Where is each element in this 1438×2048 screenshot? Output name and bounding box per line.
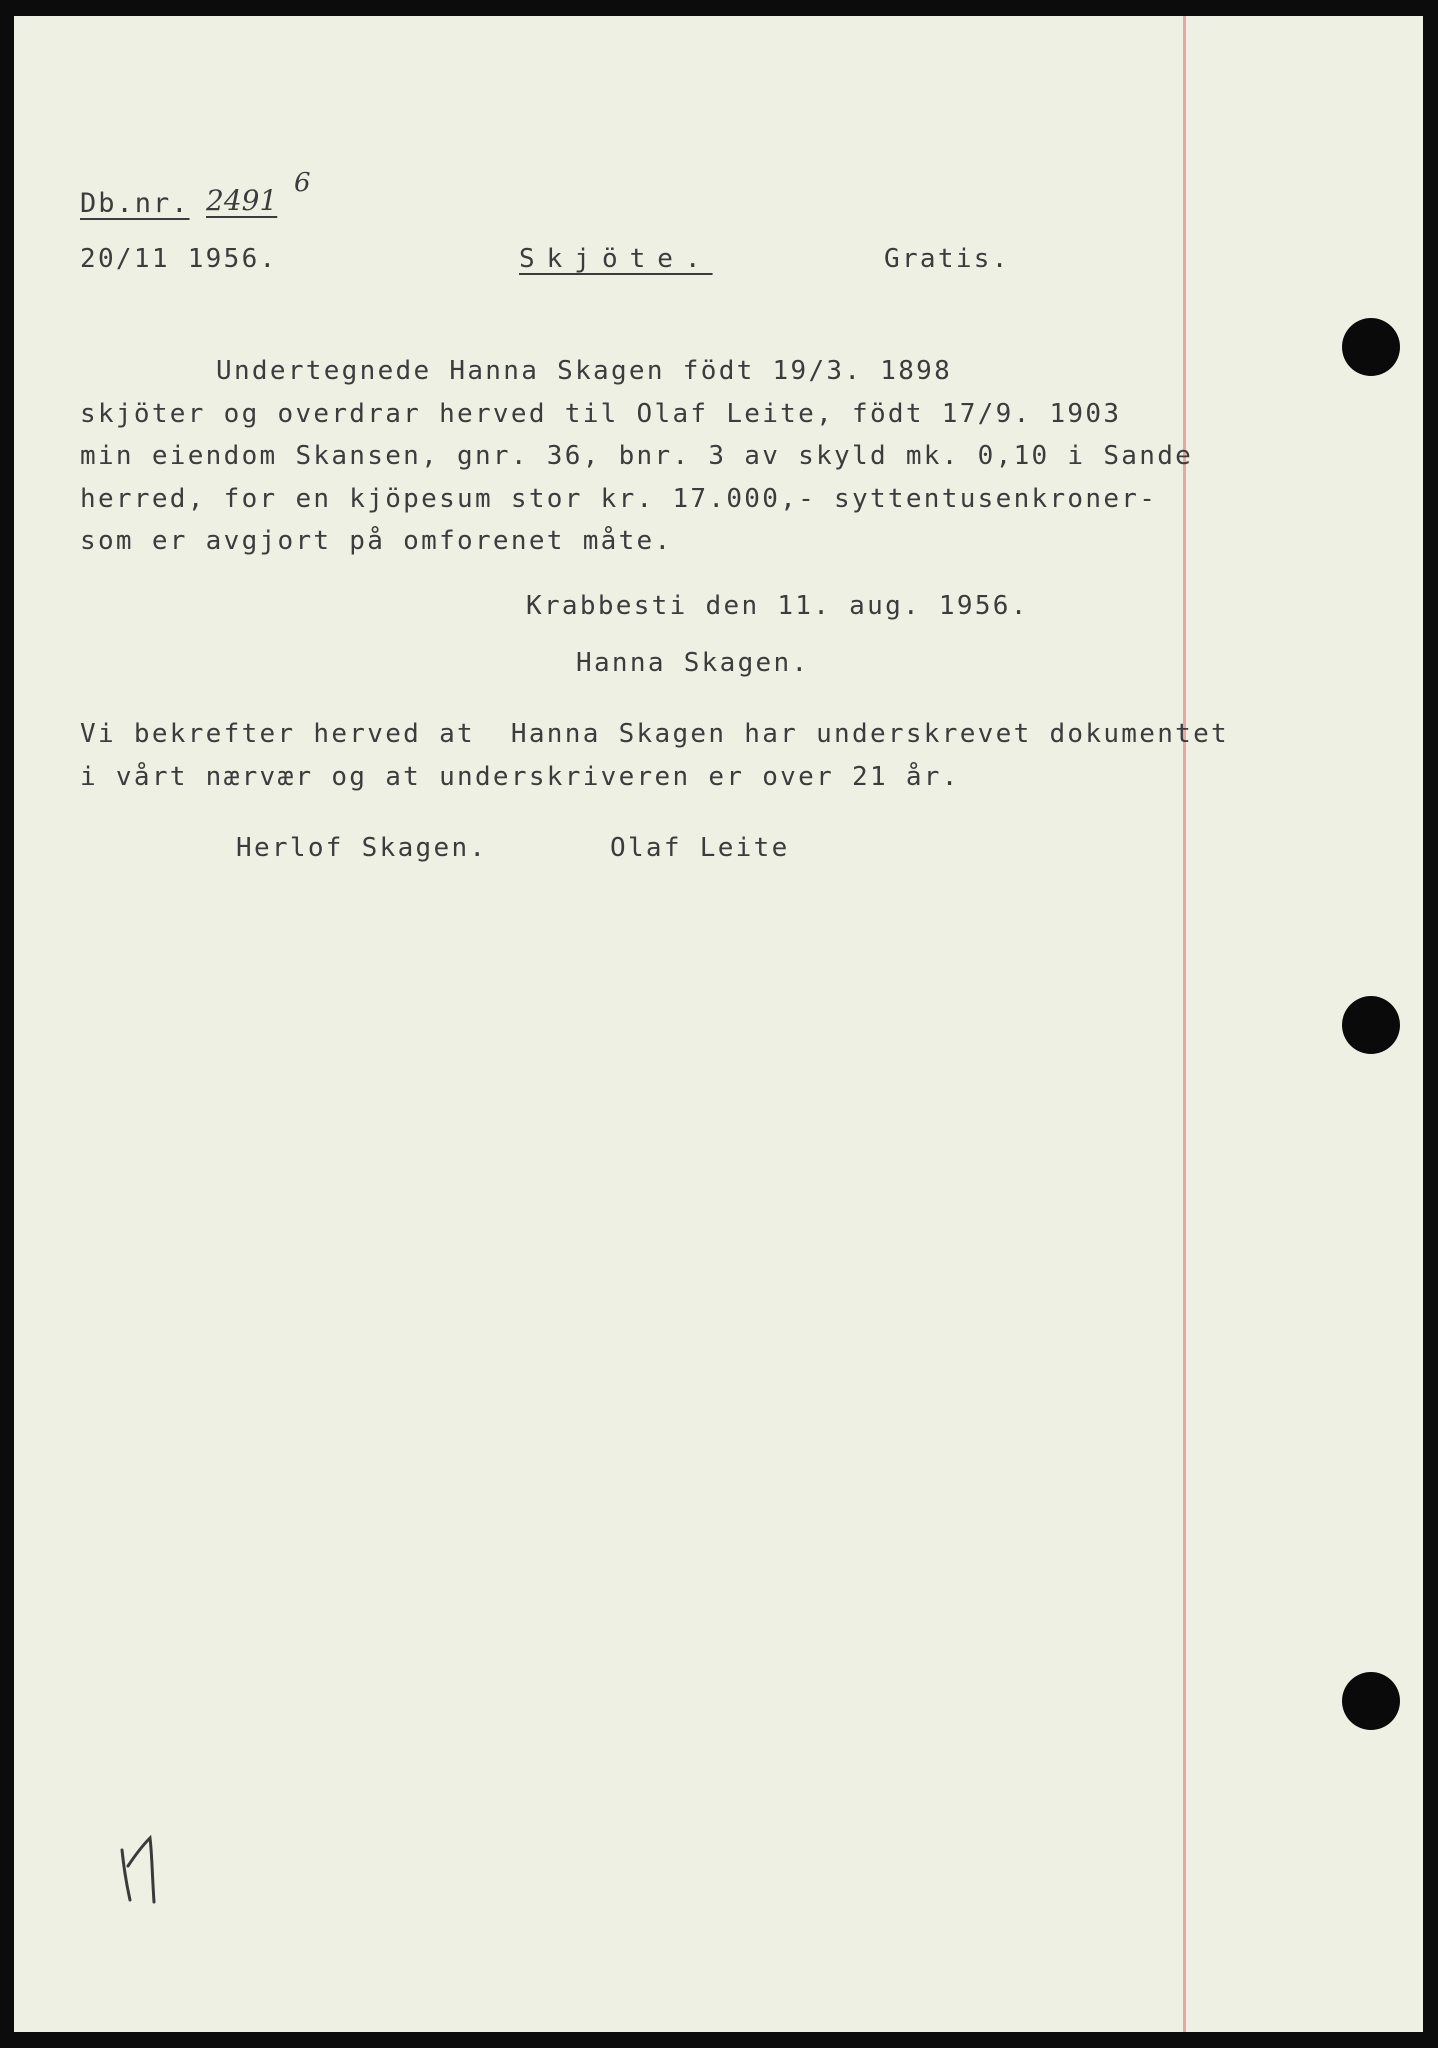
body-line: herred, for en kjöpesum stor kr. 17.000,- syttentusenkroner-	[80, 484, 1158, 514]
signer-name: Hanna Skagen.	[576, 648, 810, 678]
body-line: som er avgjort på omforenet måte.	[80, 526, 673, 556]
witness-name: Herlof Skagen.	[236, 833, 488, 863]
db-nr-label: Db.nr.	[80, 188, 190, 219]
punch-hole	[1342, 318, 1400, 376]
document-date: 20/11 1956.	[80, 244, 278, 274]
margin-line	[1183, 16, 1186, 2032]
fee-note: Gratis.	[884, 244, 1010, 274]
document-title: Skjöte.	[519, 244, 713, 274]
db-nr-number: 2491	[206, 184, 278, 217]
handwritten-mark	[114, 1820, 184, 1910]
punch-hole	[1342, 996, 1400, 1054]
body-line: skjöter og overdrar herved til Olaf Leite, födt 17/9. 1903	[80, 399, 1122, 429]
body-line: min eiendom Skansen, gnr. 36, bnr. 3 av skyld mk. 0,10 i Sande	[80, 441, 1194, 471]
punch-hole	[1342, 1672, 1400, 1730]
attestation-line: i vårt nærvær og at underskriveren er over 21 år.	[80, 762, 960, 792]
witness-name: Olaf Leite	[610, 833, 790, 863]
place-date: Krabbesti den 11. aug. 1956.	[526, 591, 1029, 621]
attestation-line: Vi bekrefter herved at Hanna Skagen har underskrevet dokumentet	[80, 719, 1230, 749]
body-line: Undertegnede Hanna Skagen födt 19/3. 1898	[216, 356, 953, 386]
db-nr-suffix: 6	[294, 168, 311, 198]
document-page	[14, 16, 1423, 2032]
